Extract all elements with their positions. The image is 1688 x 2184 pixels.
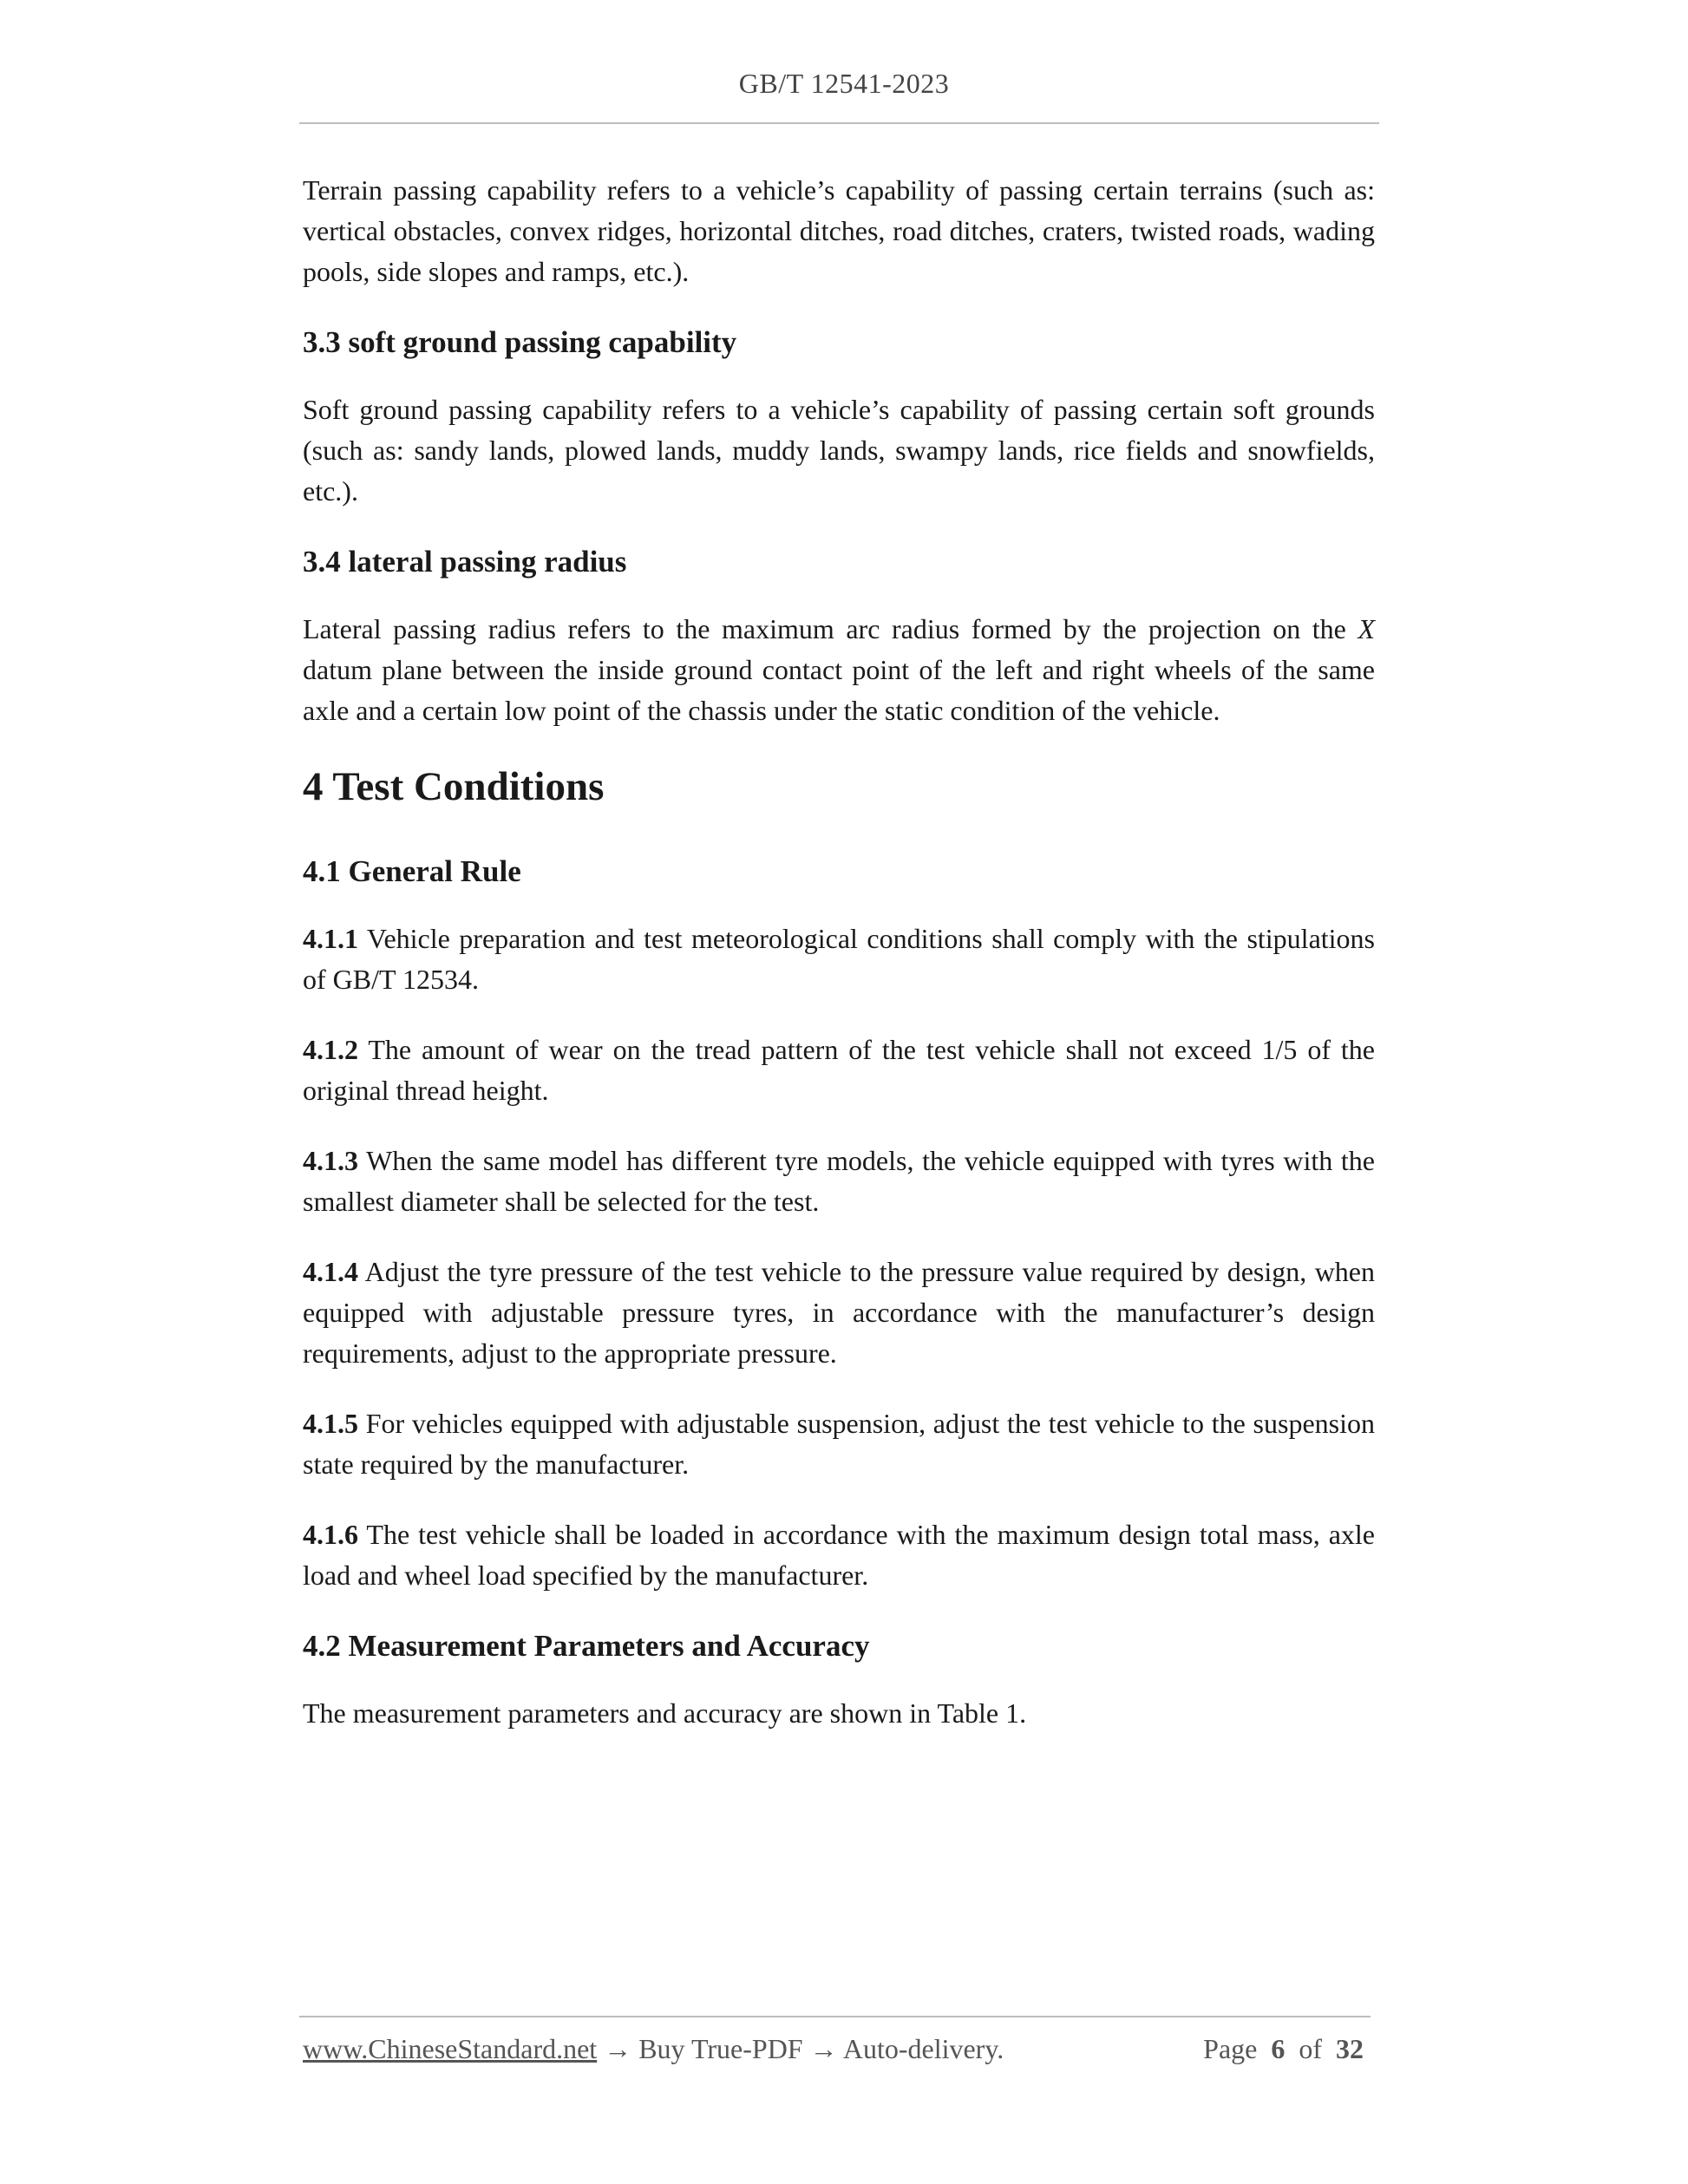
clause-number: 4.1.3 [303, 1145, 358, 1176]
header-divider [299, 122, 1379, 124]
heading-4: 4 Test Conditions [303, 764, 605, 809]
footer-divider [299, 2016, 1371, 2017]
clause-4-1-5 [303, 1403, 1375, 1485]
clause-4-1-1 [303, 919, 1375, 1000]
clause-text: Vehicle preparation and test meteorological conditions shall comply with the stipulations of GB/T 12534. [303, 923, 1376, 995]
footer-promo [303, 2033, 1004, 2065]
clause-text: When the same model has different tyre models, the vehicle equipped with tyres with the smallest diameter shall be selected for the test. [303, 1145, 1376, 1217]
page-indicator [1203, 2033, 1364, 2065]
running-header: GB/T 12541-2023 [738, 68, 950, 99]
clause-text: The test vehicle shall be loaded in accordance with the maximum design total mass, axle load and wheel load specified by the manufacturer. [303, 1519, 1376, 1591]
paragraph-table-reference: The measurement parameters and accuracy are shown in Table 1. [303, 1697, 1027, 1729]
heading-3-3: 3.3 soft ground passing capability [303, 325, 737, 359]
clause-number: 4.1.2 [303, 1034, 358, 1065]
clause-number: 4.1.4 [303, 1256, 358, 1287]
clause-text: For vehicles equipped with adjustable suspension, adjust the test vehicle to the suspension state required by the manufacturer. [303, 1408, 1376, 1480]
clause-number: 4.1.5 [303, 1408, 358, 1439]
page-of: of [1299, 2033, 1322, 2064]
page-total: 32 [1336, 2033, 1364, 2064]
website-link[interactable]: www.ChineseStandard.net [303, 2033, 598, 2064]
lateral-text-start: Lateral passing radius refers to the maximum arc radius formed by the projection on the [303, 613, 1346, 644]
heading-3-4: 3.4 lateral passing radius [303, 545, 627, 579]
clause-text: Adjust the tyre pressure of the test vehicle to the pressure value required by design, when equipped with adjustable pressure tyres, in accordance with the manufacturer’s design requirements, adjust to the appropriate pressure. [303, 1256, 1375, 1369]
variable-x: X [1358, 613, 1376, 644]
clause-4-1-3 [303, 1141, 1375, 1222]
document-body [303, 170, 1375, 1763]
clause-number: 4.1.6 [303, 1519, 358, 1550]
page-current: 6 [1271, 2033, 1286, 2064]
paragraph-soft-ground: Soft ground passing capability refers to a vehicle’s capability of passing certain soft grounds (such as: sandy lands, plowed lands, muddy lands, swampy lands, rice fields and snowfields, etc.). [303, 394, 1375, 507]
footer-promo-text: → Buy True-PDF → Auto-delivery. [604, 2033, 1004, 2064]
heading-4-2: 4.2 Measurement Parameters and Accuracy [303, 1629, 870, 1663]
clause-4-1-6 [303, 1514, 1375, 1596]
lateral-text-end: datum plane between the inside ground contact point of the left and right wheels of the same axle and a certain low point of the chassis under the static condition of the vehicle. [303, 654, 1375, 726]
clause-4-1-4 [303, 1252, 1375, 1374]
clause-text: The amount of wear on the tread pattern of the test vehicle shall not exceed 1/5 of the original thread height. [303, 1034, 1376, 1106]
heading-4-1: 4.1 General Rule [303, 854, 521, 888]
page-label: Page [1203, 2033, 1258, 2064]
paragraph-lateral-radius [303, 609, 1375, 731]
paragraph-terrain-passing: Terrain passing capability refers to a vehicle’s capability of passing certain terrains (such as: vertical obstacles, convex ridges, horizontal ditches, road ditches, craters, twisted roads, wading pools, side slopes and ramps, etc.). [303, 174, 1375, 287]
clause-number: 4.1.1 [303, 923, 358, 954]
clause-4-1-2 [303, 1030, 1375, 1111]
